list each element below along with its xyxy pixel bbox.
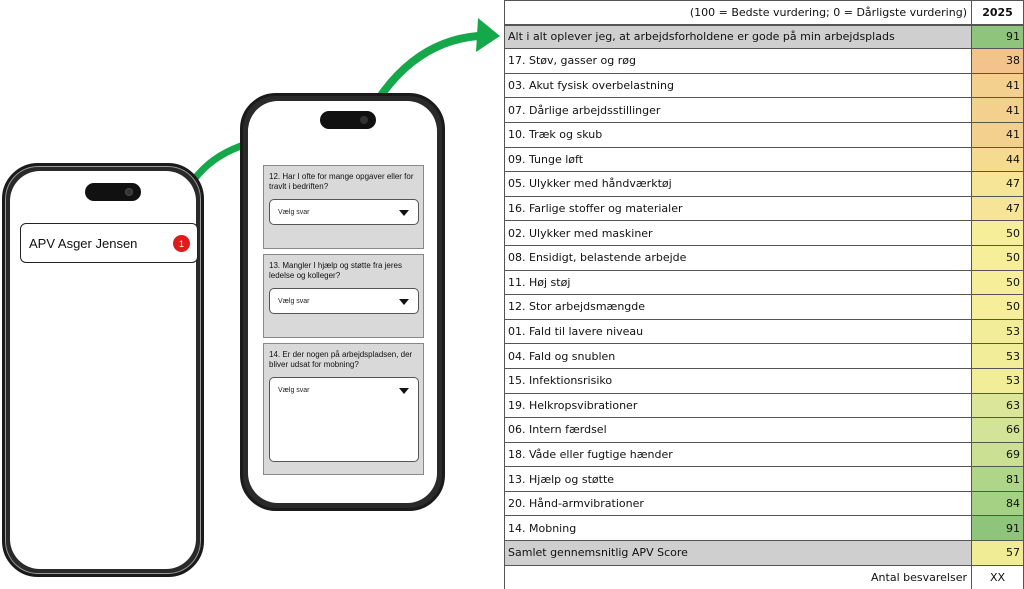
row-label: Alt i alt oplever jeg, at arbejdsforholdene er gode på min arbejdsplads <box>505 26 972 49</box>
answer-select[interactable] <box>269 199 419 225</box>
table-footer-row <box>504 566 1024 589</box>
table-row <box>504 320 1024 345</box>
row-score: 53 <box>972 320 1024 344</box>
row-score: 63 <box>972 394 1024 418</box>
table-row <box>504 418 1024 443</box>
table-row <box>504 271 1024 296</box>
table-row <box>504 49 1024 74</box>
row-score: 47 <box>972 172 1024 196</box>
row-score: 57 <box>972 541 1024 565</box>
row-score: 41 <box>972 123 1024 147</box>
dynamic-island <box>85 183 141 201</box>
apv-list-item[interactable] <box>20 223 198 263</box>
table-row <box>504 172 1024 197</box>
row-label: 14. Mobning <box>505 516 972 540</box>
select-placeholder: Vælg svar <box>278 209 310 216</box>
row-score: 50 <box>972 295 1024 319</box>
row-score: 50 <box>972 271 1024 295</box>
chevron-down-icon <box>399 388 409 394</box>
scale-description: (100 = Bedste vurdering; 0 = Dårligste vurdering) <box>505 1 972 24</box>
table-header-row <box>504 0 1024 25</box>
table-row <box>504 467 1024 492</box>
chevron-down-icon <box>399 210 409 216</box>
table-row <box>504 295 1024 320</box>
row-label: 01. Fald til lavere niveau <box>505 320 972 344</box>
select-placeholder: Vælg svar <box>278 387 310 394</box>
row-label: 20. Hånd-armvibrationer <box>505 492 972 516</box>
chevron-down-icon <box>399 299 409 305</box>
apv-results-table <box>504 0 1024 589</box>
row-score: 41 <box>972 98 1024 122</box>
table-row <box>504 369 1024 394</box>
answer-select[interactable] <box>269 377 419 462</box>
phone-mockup-questionnaire <box>240 93 445 511</box>
row-label: 09. Tunge løft <box>505 148 972 172</box>
row-label: 16. Farlige stoffer og materialer <box>505 197 972 221</box>
responses-label: Antal besvarelser <box>505 566 972 589</box>
row-score: 91 <box>972 26 1024 49</box>
row-label: 07. Dårlige arbejdsstillinger <box>505 98 972 122</box>
table-row <box>504 541 1024 566</box>
row-label: 13. Hjælp og støtte <box>505 467 972 491</box>
row-score: 69 <box>972 443 1024 467</box>
apv-title: APV Asger Jensen <box>29 235 138 251</box>
row-score: 53 <box>972 344 1024 368</box>
row-label: 15. Infektionsrisiko <box>505 369 972 393</box>
question-text: 14. Er der nogen på arbejdspladsen, der bliver udsat for mobning? <box>269 350 413 369</box>
row-score: 81 <box>972 467 1024 491</box>
row-label: 04. Fald og snublen <box>505 344 972 368</box>
row-label: 11. Høj støj <box>505 271 972 295</box>
question-card <box>263 254 424 338</box>
row-label: 08. Ensidigt, belastende arbejde <box>505 246 972 270</box>
responses-count: XX <box>972 566 1024 589</box>
dynamic-island <box>320 111 376 129</box>
row-score: 38 <box>972 49 1024 73</box>
row-label: 02. Ulykker med maskiner <box>505 221 972 245</box>
row-score: 53 <box>972 369 1024 393</box>
table-row <box>504 221 1024 246</box>
row-label: 03. Akut fysisk overbelastning <box>505 74 972 98</box>
phone-screen <box>10 171 196 569</box>
row-label: 05. Ulykker med håndværktøj <box>505 172 972 196</box>
arrowhead-icon <box>476 18 500 52</box>
row-label: Samlet gennemsnitlig APV Score <box>505 541 972 565</box>
row-label: 18. Våde eller fugtige hænder <box>505 443 972 467</box>
question-card <box>263 343 424 475</box>
row-score: 41 <box>972 74 1024 98</box>
year-header: 2025 <box>972 1 1024 24</box>
row-label: 12. Stor arbejdsmængde <box>505 295 972 319</box>
question-text: 12. Har I ofte for mange opgaver eller for travlt i bedriften? <box>269 172 414 191</box>
row-label: 19. Helkropsvibrationer <box>505 394 972 418</box>
table-row <box>504 74 1024 99</box>
table-row <box>504 246 1024 271</box>
table-row <box>504 123 1024 148</box>
question-card <box>263 165 424 249</box>
row-score: 44 <box>972 148 1024 172</box>
notification-badge: 1 <box>173 235 190 252</box>
row-score: 66 <box>972 418 1024 442</box>
table-row <box>504 516 1024 541</box>
row-label: 17. Støv, gasser og røg <box>505 49 972 73</box>
row-score: 50 <box>972 246 1024 270</box>
table-row <box>504 98 1024 123</box>
select-placeholder: Vælg svar <box>278 298 310 305</box>
row-score: 91 <box>972 516 1024 540</box>
table-row <box>504 394 1024 419</box>
row-label: 10. Træk og skub <box>505 123 972 147</box>
row-score: 50 <box>972 221 1024 245</box>
phone-screen <box>248 101 437 503</box>
table-row <box>504 492 1024 517</box>
table-row <box>504 25 1024 50</box>
row-label: 06. Intern færdsel <box>505 418 972 442</box>
phone-mockup-app-list <box>2 163 204 577</box>
table-row <box>504 148 1024 173</box>
question-text: 13. Mangler I hjælp og støtte fra jeres ledelse og kolleger? <box>269 261 402 280</box>
table-row <box>504 344 1024 369</box>
row-score: 84 <box>972 492 1024 516</box>
table-row <box>504 197 1024 222</box>
answer-select[interactable] <box>269 288 419 314</box>
row-score: 47 <box>972 197 1024 221</box>
table-row <box>504 443 1024 468</box>
